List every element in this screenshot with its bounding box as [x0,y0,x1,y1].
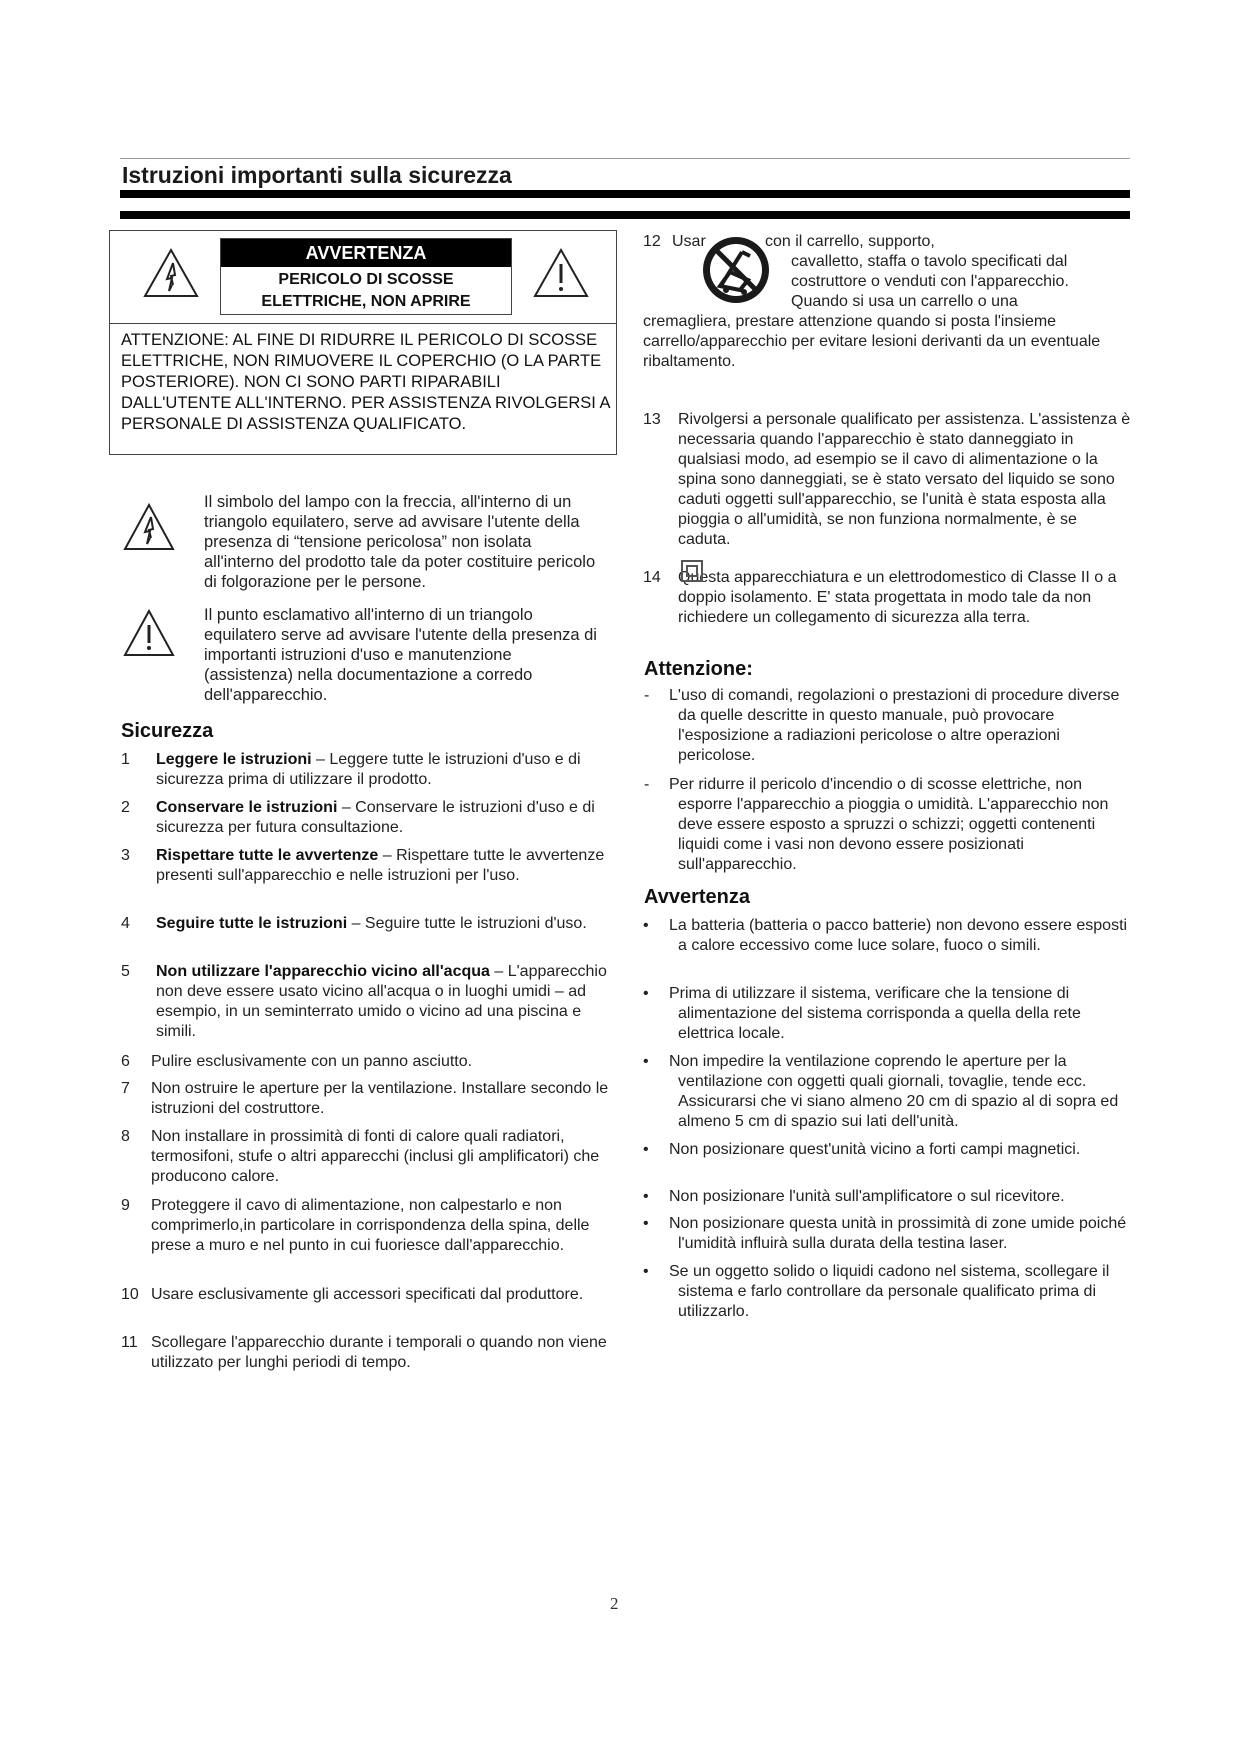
warning-heading: Avvertenza [644,886,750,908]
item-12-prefix: Usar [672,233,706,250]
item-12-rest: cremagliera, prestare attenzione quando si posta l'insieme carrello/apparecchio per evitare lesioni derivanti da un eventuale ribaltamento. [643,313,1101,370]
item-12-line1: con il carrello, supporto, [765,233,935,250]
safety-item-8: 8 Non installare in prossimità di fonti di calore quali radiatori, termosifoni, stufe o altri apparecchi (inclusi gli amplificatori) che producono calore. [121,1128,600,1185]
lightning-triangle-icon [122,502,176,557]
warning-box-top [110,231,616,324]
warning-sub-line2: ELETTRICHE, NON APRIRE [261,293,471,310]
double-insulation-icon [681,560,703,588]
header-bar-bottom [120,211,1130,219]
page-title: Istruzioni importanti sulla sicurezza [122,162,512,188]
item-12-line4: Quando si usa un carrello o una [791,293,1018,310]
exclamation-triangle-icon [532,247,590,304]
warning-item-4: • Non posizionare quest'unità vicino a forti campi magnetici. [643,1141,1081,1158]
safety-item-5: 5 Non utilizzare l'apparecchio vicino all'acqua – L'apparecchio non deve essere usato vicino all'acqua o in luoghi umidi – ad esempio, in un seminterrato umido o vicino ad una piscina e simili. [121,963,607,1040]
attention-item-1: - L'uso di comandi, regolazioni o prestazioni di procedure diverse da quelle descritte in questo manuale, può provocare l'esposizione a radiazioni pericolose o altre operazioni pericolose. [644,687,1120,764]
safety-item-4: 4 Seguire tutte le istruzioni – Seguire tutte le istruzioni d'uso. [121,915,587,932]
warning-box [109,230,617,455]
safety-item-2: 2 Conservare le istruzioni – Conservare le istruzioni d'uso e di sicurezza per futura consultazione. [121,799,595,836]
warning-item-1: • La batteria (batteria o pacco batterie) non devono essere esposti a calore eccessivo come luce solare, fuoco o simili. [643,917,1128,954]
exclamation-triangle-icon [122,608,176,663]
title-rule [120,158,1130,159]
warning-item-5: • Non posizionare l'unità sull'amplificatore o sul ricevitore. [643,1188,1065,1205]
safety-item-3: 3 Rispettare tutte le avvertenze – Rispettare tutte le avvertenze presenti sull'apparecchio e nelle istruzioni per l'uso. [121,847,605,884]
warning-head: AVVERTENZA [221,239,511,267]
safety-item-10: 10 Usare esclusivamente gli accessori specificati dal produttore. [121,1286,584,1303]
safety-item-9: 9 Proteggere il cavo di alimentazione, non calpestarlo e non comprimerlo,in particolare in corrispondenza della spina, delle prese a muro e nel punto in cui fuoriesce dall'apparecchio. [121,1197,590,1254]
lightning-symbol-text: Il simbolo del lampo con la freccia, all'interno di un triangolo equilatero, serve ad avvisare l'utente della presenza di “tensione pericolosa” non isolata all'interno del prodotto tale da poter costituire pericolo di folgorazione per le persone. [204,493,596,591]
attention-item-2: - Per ridurre il pericolo d'incendio o di scosse elettriche, non esporre l'apparecchio a pioggia o umidità. L'apparecchio non deve essere esposto a spruzzi o schizzi; oggetti contenenti liquidi come i vasi non devono essere posizionati sull'apparecchio. [644,776,1109,873]
safety-item-6: 6 Pulire esclusivamente con un panno asciutto. [121,1053,473,1070]
header-bar-top [120,190,1130,198]
lightning-symbol-row [120,492,610,602]
warning-item-6: • Non posizionare questa unità in prossimità di zone umide poiché l'umidità influirà sulla durata della testina laser. [643,1215,1127,1252]
exclamation-symbol-text: Il punto esclamativo all'interno di un triangolo equilatero serve ad avvisare l'utente della presenza di importanti istruzioni d'uso e manutenzione (assistenza) nella documentazione a corredo dell'apparecchio. [204,606,597,704]
warning-sub-line1: PERICOLO DI SCOSSE [278,271,454,288]
warning-item-2: • Prima di utilizzare il sistema, verificare che la tensione di alimentazione del sistema corrisponda a quella della rete elettrica locale. [643,985,1081,1042]
warning-text: ATTENZIONE: AL FINE DI RIDURRE IL PERICOLO DI SCOSSE ELETTRICHE, NON RIMUOVERE IL COPERCHIO (O LA PARTE POSTERIORE). NON CI SONO PARTI RIPARABILI DALL'UTENTE ALL'INTERNO. PER ASSISTENZA RIVOLGERSI A PERSONALE DI ASSISTENZA QUALIFICATO. [121,331,610,433]
warning-label [220,238,512,315]
safety-item-7: 7 Non ostruire le aperture per la ventilazione. Installare secondo le istruzioni del costruttore. [121,1080,609,1117]
cart-warning-icon [700,234,772,312]
attention-heading: Attenzione: [644,658,753,680]
item-12-line2: cavalletto, staffa o tavolo specificati dal [791,253,1068,270]
lightning-triangle-icon [142,247,200,304]
safety-item-11: 11 Scollegare l'apparecchio durante i temporali o quando non viene utilizzato per lunghi periodi di tempo. [121,1334,607,1371]
safety-item-14: 14 Questa apparecchiatura e un elettrodomestico di Classe II o a doppio isolamento. E' stata progettata in modo tale da non richiedere un collegamento di sicurezza alla terra. [643,568,1133,628]
page-number: 2 [610,1594,619,1613]
safety-heading: Sicurezza [121,720,214,742]
warning-item-3: • Non impedire la ventilazione coprendo le aperture per la ventilazione con oggetti quali giornali, tovaglie, tende ecc. Assicurarsi che vi siano almeno 20 cm di spazio al di sopra ed almeno 5 cm di spazio sui lati dell'unità. [643,1053,1119,1130]
warning-item-7: • Se un oggetto solido o liquidi cadono nel sistema, scollegare il sistema e farlo controllare da personale qualificato prima di utilizzarlo. [643,1263,1110,1320]
exclamation-symbol-row [120,605,610,705]
safety-item-1: 1 Leggere le istruzioni – Leggere tutte le istruzioni d'uso e di sicurezza prima di utilizzare il prodotto. [121,751,581,788]
item-12-line3: costruttore o venduti con l'apparecchio. [791,273,1069,290]
item-12-num: 12 [643,233,661,250]
safety-item-13: 13 Rivolgersi a personale qualificato per assistenza. L'assistenza è necessaria quando l'apparecchio è stato danneggiato in qualsiasi modo, ad esempio se il cavo di alimentazione o la spina sono danneggiati, se è stato versato del liquido se sono caduti oggetti sull'apparecchio, se l'unità è stata esposta alla pioggia o all'umidità, se non funziona normalmente, è se caduta. [643,411,1131,548]
safety-item-12 [643,232,1133,372]
